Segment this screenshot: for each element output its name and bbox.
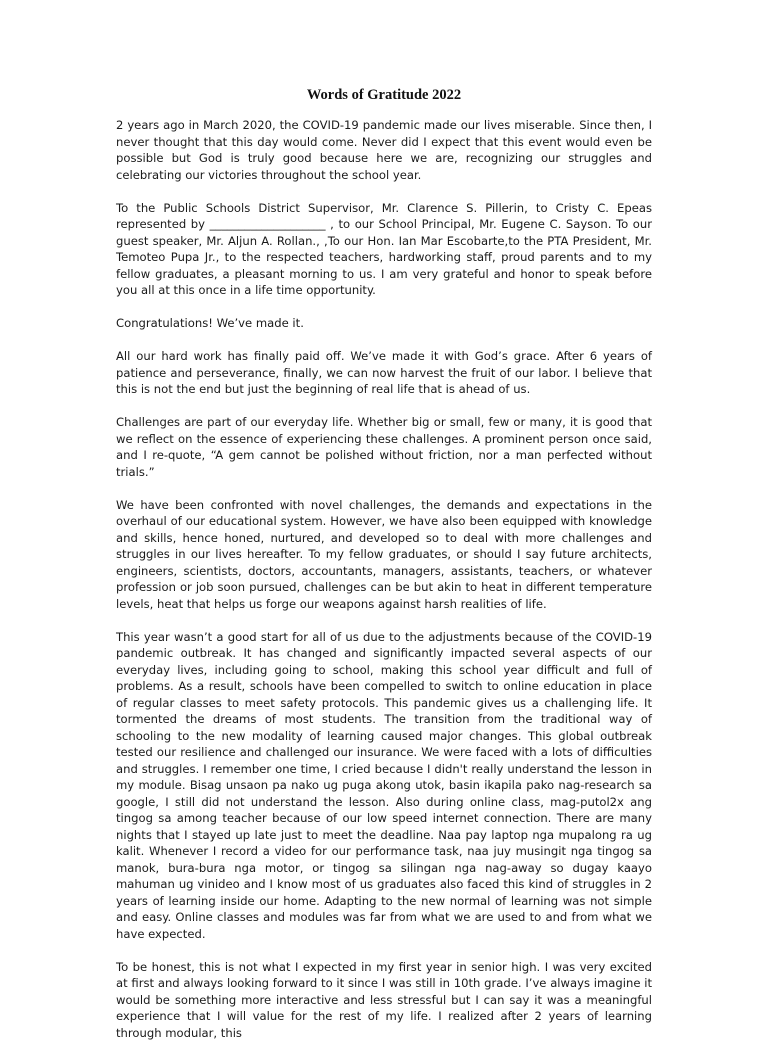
document-title: Words of Gratitude 2022: [306, 87, 462, 103]
paragraph-hard-work: All our hard work has finally paid off. We’ve made it with God’s grace. After 6 years of patience and perseverance, finally, we can now harvest the fruit of our labor. I believe that this is not the end but just the beginning of real life that is ahead of us.: [116, 349, 652, 396]
paragraph-intro: 2 years ago in March 2020, the COVID-19 pandemic made our lives miserable. Since then, I never thought that this day would come. Never did I expect that this event would even be possible but God is truly good because here we are, recognizing our struggles and celebrating our victories throughout the school year.: [116, 118, 652, 182]
paragraph-challenges: Challenges are part of our everyday life. Whether big or small, few or many, it is good that we reflect on the essence of experiencing these challenges. A prominent person once said, and I re-quote, “A gem cannot be polished without friction, nor a man perfected without trials.”: [116, 415, 652, 479]
paragraph-senior-high: To be honest, this is not what I expected in my first year in senior high. I was very excited at first and always looking forward to it since I was still in 10th grade. I’ve always imagine it would be something more interactive and less stressful but I can say it was a meaningful experience that I will value for the rest of my life. I realized after 2 years of learning through modular, this: [116, 959, 652, 1040]
paragraph-pandemic-year: This year wasn’t a good start for all of us due to the adjustments because of the COVID-19 pandemic outbreak. It has changed and significantly impacted several aspects of our everyday lives, including going to school, making this school year difficult and full of problems. As a result, schools have been compelled to switch to online education in place of regular classes to meet safety protocols. This pandemic gives us a challenging life. It tormented the dreams of most students. The transition from the traditional way of schooling to the new modality of learning caused major changes. This global outbreak tested our resilience and challenged our insurance. We were faced with a lots of difficulties and struggles. I remember one time, I cried because I didn't really understand the lesson in my module. Bisag unsaon pa nako ug puga akong utok, basin ikapila pako nag-research sa google, I still did not understand the lesson. Also during online class, mag-putol2x ang tingog sa among teacher because of our low speed internet connection. There are many nights that I stayed up late just to meet the deadline. Naa pay laptop nga mupalong ra ug kalit. Whenever I record a video for our performance task, naa juy musingit nga tingog sa manok, bura-bura nga motor, or tingog sa silingan nga nag-away so dugay kaayo mahuman ug vinideo and I know most of us graduates also faced this kind of struggles in 2 years of learning inside our home. Adapting to the new normal of learning was not simple and easy. Online classes and modules was far from what we are used to and from what we have expected.: [116, 629, 652, 941]
paragraph-salutation: To the Public Schools District Supervisor, Mr. Clarence S. Pillerin, to Cristy C. Epeas represented by ____________________ , to our School Principal, Mr. Eugene C. Sayson. To our guest speaker, Mr. Aljun A. Rollan., ,To our Hon. Ian Mar Escobarte,to the PTA President, Mr. Temoteo Pupa Jr., to the respected teachers, hardworking staff, proud parents and to my fellow graduates, a pleasant morning to us. I am very grateful and honor to speak before you all at this once in a life time opportunity.: [116, 200, 652, 297]
paragraph-novel-challenges: We have been confronted with novel challenges, the demands and expectations in the overhaul of our educational system. However, we have also been equipped with knowledge and skills, hence honed, nurtured, and developed so to deal with more challenges and struggles in our lives hereafter. To my fellow graduates, or should I say future architects, engineers, scientists, doctors, accountants, managers, assistants, teachers, or whatever profession or job soon pursued, challenges can be but akin to heat in different temperature levels, heat that helps us forge our weapons against harsh realities of life.: [116, 497, 652, 611]
document-body: [116, 117, 652, 1058]
paragraph-congratulations: Congratulations! We’ve made it.: [116, 316, 304, 330]
